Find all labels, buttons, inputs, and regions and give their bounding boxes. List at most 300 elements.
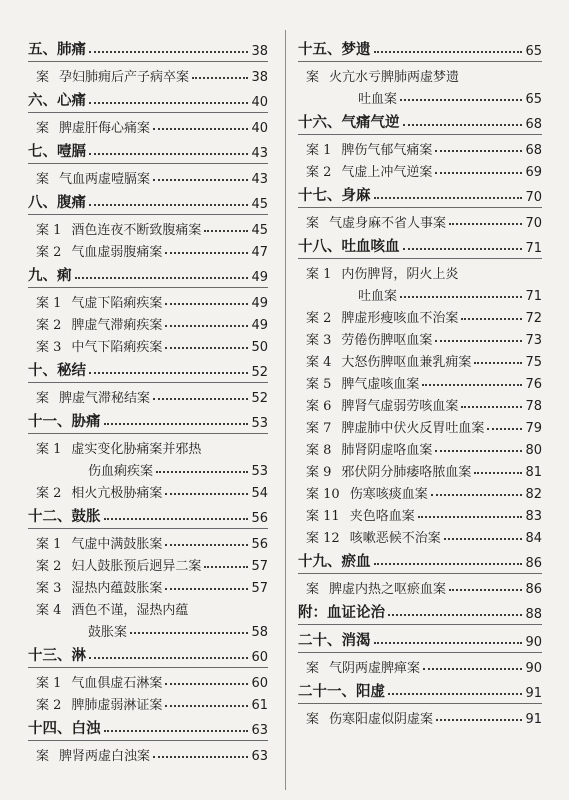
dot-leader	[104, 729, 249, 732]
toc-section	[298, 628, 542, 676]
dot-leader	[435, 449, 522, 452]
entry-title: 脾虚形瘦咳血不治案	[341, 311, 459, 326]
toc-section	[298, 679, 542, 727]
section-title: 十三、淋	[28, 647, 86, 664]
entry-page-number: 57	[251, 559, 268, 574]
entry-label	[306, 708, 433, 727]
entry-page-number: 73	[525, 333, 542, 348]
section-page-number: 63	[251, 723, 268, 738]
entry-title: 中气下陷痢疾案	[71, 340, 163, 355]
toc-entry[interactable]	[28, 742, 268, 764]
case-tag: 案	[36, 172, 50, 187]
entry-label	[306, 307, 458, 326]
toc-entry[interactable]	[28, 165, 268, 187]
entry-label	[36, 672, 162, 691]
toc-entry[interactable]	[28, 435, 268, 457]
dot-leader	[418, 515, 523, 518]
entry-label	[358, 88, 397, 107]
case-tag: 案 2	[36, 318, 62, 333]
entry-title: 酒色连夜不断致腹痛案	[71, 223, 202, 238]
dot-leader	[165, 251, 248, 254]
toc-entry[interactable]	[298, 136, 542, 158]
case-tag: 案 9	[306, 465, 332, 480]
case-tag: 案 7	[306, 421, 332, 436]
case-tag: 案	[306, 712, 320, 727]
toc-section	[28, 37, 268, 85]
entry-title: 脾肾两虚白浊案	[59, 749, 151, 764]
toc-section	[28, 409, 268, 501]
toc-entry[interactable]	[28, 457, 268, 479]
toc-entry[interactable]	[298, 348, 542, 370]
entry-label	[306, 461, 471, 480]
dot-leader	[89, 152, 248, 155]
toc-left-column	[28, 34, 268, 764]
section-rule	[28, 287, 268, 288]
case-tag: 案 10	[306, 487, 340, 502]
section-rule	[298, 134, 542, 135]
section-page-number: 90	[525, 635, 542, 650]
case-tag: 案 12	[306, 531, 340, 546]
section-page-number: 91	[525, 686, 542, 701]
section-rule	[28, 433, 268, 434]
entry-page-number: 82	[525, 487, 542, 502]
dot-leader	[104, 517, 249, 520]
entry-label	[36, 533, 162, 552]
entry-page-number: 43	[251, 172, 268, 187]
entry-label	[36, 599, 188, 618]
entry-title: 脾气虚咳血案	[341, 377, 420, 392]
entry-page-number: 61	[251, 698, 268, 713]
dot-leader	[431, 493, 523, 496]
section-title: 八、腹痛	[28, 194, 86, 211]
entry-title: 气血俱虚石淋案	[71, 676, 163, 691]
entry-title: 脾虚肺中伏火反胃吐血案	[341, 421, 485, 436]
toc-entry[interactable]	[28, 618, 268, 640]
toc-entry[interactable]	[298, 392, 542, 414]
toc-entry[interactable]	[298, 370, 542, 392]
section-heading[interactable]	[28, 190, 268, 212]
section-page-number: 38	[251, 44, 268, 59]
entry-title: 伤寒阳虚似阴虚案	[329, 712, 434, 727]
section-rule	[298, 703, 542, 704]
section-page-number: 65	[525, 44, 542, 59]
toc-entry[interactable]	[28, 63, 268, 85]
entry-page-number: 79	[525, 421, 542, 436]
section-page-number: 88	[525, 607, 542, 622]
toc-section	[298, 183, 542, 231]
entry-title: 大怒伤脾呕血兼乳痈案	[341, 355, 472, 370]
entry-title: 脾肾气虚弱劳咳血案	[341, 399, 459, 414]
toc-entry[interactable]	[298, 458, 542, 480]
entry-title: 气阴两虚脾瘅案	[329, 661, 421, 676]
entry-page-number: 53	[251, 464, 268, 479]
entry-label	[358, 285, 397, 304]
toc-entry[interactable]	[28, 574, 268, 596]
entry-label	[36, 219, 201, 238]
entry-title: 肺肾阴虚咯血案	[341, 443, 433, 458]
dot-leader	[403, 123, 523, 126]
entry-label	[36, 555, 201, 574]
toc-right-column	[298, 34, 542, 727]
entry-label	[306, 578, 446, 597]
section-rule	[28, 667, 268, 668]
section-heading[interactable]	[298, 628, 542, 650]
section-heading[interactable]	[28, 88, 268, 110]
toc-entry[interactable]	[298, 575, 542, 597]
case-tag: 案	[36, 391, 50, 406]
toc-entry[interactable]	[28, 114, 268, 136]
toc-entry[interactable]	[298, 480, 542, 502]
case-tag: 案	[36, 749, 50, 764]
case-tag: 案 1	[36, 676, 62, 691]
section-rule	[28, 112, 268, 113]
section-title: 七、噎膈	[28, 143, 86, 160]
case-tag: 案	[306, 661, 320, 676]
toc-entry[interactable]	[298, 260, 542, 282]
case-tag: 案	[36, 121, 50, 136]
entry-page-number: 71	[525, 289, 542, 304]
entry-label	[36, 577, 162, 596]
dot-leader	[153, 127, 248, 130]
section-rule	[28, 528, 268, 529]
section-heading[interactable]	[28, 716, 268, 738]
entry-title: 脾伤气郁气痛案	[341, 143, 433, 158]
dot-leader	[192, 76, 248, 79]
toc-section	[298, 600, 542, 625]
entry-page-number: 83	[525, 509, 542, 524]
toc-section	[298, 234, 542, 546]
entry-title: 酒色不谨，湿热内蕴	[71, 603, 189, 618]
toc-entry[interactable]	[28, 552, 268, 574]
dot-leader	[165, 543, 248, 546]
entry-page-number: 56	[251, 537, 268, 552]
case-tag: 案 5	[306, 377, 332, 392]
toc-entry[interactable]	[28, 289, 268, 311]
dot-leader	[374, 50, 523, 53]
section-page-number: 40	[251, 95, 268, 110]
toc-section	[28, 190, 268, 260]
dot-leader	[423, 667, 522, 670]
dot-leader	[165, 492, 248, 495]
entry-label	[306, 439, 432, 458]
toc-section	[28, 88, 268, 136]
dot-leader	[374, 196, 523, 199]
case-tag: 案 4	[36, 603, 62, 618]
section-heading[interactable]	[298, 600, 542, 622]
entry-label	[36, 66, 189, 85]
entry-title: 吐血案	[358, 289, 398, 304]
case-tag: 案 1	[36, 223, 62, 238]
entry-label	[306, 351, 471, 370]
entry-page-number: 50	[251, 340, 268, 355]
entry-label	[36, 241, 162, 260]
section-title: 九、痢	[28, 267, 72, 284]
section-heading[interactable]	[28, 643, 268, 665]
dot-leader	[165, 704, 248, 707]
case-tag: 案 2	[36, 559, 62, 574]
toc-entry[interactable]	[28, 238, 268, 260]
case-tag: 案 11	[306, 509, 340, 524]
toc-section	[28, 139, 268, 187]
entry-label	[306, 483, 428, 502]
section-heading[interactable]	[28, 139, 268, 161]
dot-leader	[153, 397, 248, 400]
toc-entry[interactable]	[298, 654, 542, 676]
entry-page-number: 81	[525, 465, 542, 480]
case-tag: 案 2	[36, 698, 62, 713]
toc-entry[interactable]	[298, 414, 542, 436]
entry-title: 气虚身麻不省人事案	[329, 216, 447, 231]
entry-label	[306, 417, 484, 436]
toc-section	[28, 358, 268, 406]
section-heading[interactable]	[28, 263, 268, 285]
entry-label	[36, 336, 162, 355]
section-page-number: 45	[251, 197, 268, 212]
entry-page-number: 38	[251, 70, 268, 85]
dot-leader	[89, 371, 248, 374]
dot-leader	[388, 613, 522, 616]
section-rule	[298, 207, 542, 208]
dot-leader	[165, 302, 248, 305]
entry-label	[306, 395, 458, 414]
section-heading[interactable]	[298, 234, 542, 256]
entry-label	[306, 161, 432, 180]
toc-entry[interactable]	[28, 216, 268, 238]
entry-title: 鼓胀案	[88, 625, 128, 640]
case-tag: 案 2	[36, 245, 62, 260]
entry-page-number: 80	[525, 443, 542, 458]
toc-entry[interactable]	[298, 436, 542, 458]
toc-entry[interactable]	[28, 669, 268, 691]
case-tag: 案 8	[306, 443, 332, 458]
dot-leader	[487, 427, 522, 430]
section-heading[interactable]	[28, 37, 268, 59]
dot-leader	[156, 470, 248, 473]
section-heading[interactable]	[298, 549, 542, 571]
entry-page-number: 60	[251, 676, 268, 691]
dot-leader	[444, 537, 523, 540]
entry-label	[306, 373, 419, 392]
dot-leader	[403, 247, 523, 250]
toc-entry[interactable]	[28, 479, 268, 501]
entry-label	[36, 438, 201, 457]
entry-title: 气血虚弱腹痛案	[71, 245, 163, 260]
case-tag: 案 1	[36, 442, 62, 457]
section-title: 二十、消渴	[298, 632, 371, 649]
section-page-number: 56	[251, 511, 268, 526]
entry-page-number: 47	[251, 245, 268, 260]
toc-entry[interactable]	[28, 311, 268, 333]
entry-page-number: 40	[251, 121, 268, 136]
section-heading[interactable]	[28, 409, 268, 431]
section-page-number: 86	[525, 556, 542, 571]
dot-leader	[435, 339, 522, 342]
entry-label	[36, 292, 162, 311]
section-heading[interactable]	[298, 37, 542, 59]
dot-leader	[130, 631, 248, 634]
section-page-number: 68	[525, 117, 542, 132]
dot-leader	[75, 276, 249, 279]
entry-page-number: 78	[525, 399, 542, 414]
toc-entry[interactable]	[28, 384, 268, 406]
dot-leader	[165, 587, 248, 590]
dot-leader	[436, 718, 522, 721]
toc-entry[interactable]	[298, 158, 542, 180]
entry-page-number: 58	[251, 625, 268, 640]
entry-title: 脾虚内热之呕瘀血案	[329, 582, 447, 597]
toc-entry[interactable]	[298, 304, 542, 326]
section-page-number: 43	[251, 146, 268, 161]
entry-title: 伤血痢疾案	[88, 464, 154, 479]
entry-title: 邪伏阴分肺痿咯脓血案	[341, 465, 472, 480]
case-tag: 案	[306, 582, 320, 597]
section-rule	[28, 61, 268, 62]
entry-page-number: 57	[251, 581, 268, 596]
section-heading[interactable]	[28, 504, 268, 526]
case-tag: 案 1	[36, 296, 62, 311]
toc-entry[interactable]	[298, 209, 542, 231]
dot-leader	[435, 149, 522, 152]
entry-label	[306, 263, 458, 282]
dot-leader	[153, 178, 248, 181]
entry-label	[306, 212, 446, 231]
dot-leader	[461, 317, 522, 320]
section-page-number: 53	[251, 416, 268, 431]
entry-label	[306, 657, 420, 676]
entry-title: 气虚上冲气逆案	[341, 165, 433, 180]
entry-page-number: 49	[251, 318, 268, 333]
section-heading[interactable]	[28, 358, 268, 380]
section-page-number: 71	[525, 241, 542, 256]
section-title: 十四、白浊	[28, 720, 101, 737]
entry-page-number: 91	[525, 712, 542, 727]
case-tag: 案 3	[306, 333, 332, 348]
section-title: 五、肺痛	[28, 41, 86, 58]
toc-section	[298, 110, 542, 180]
toc-section	[28, 263, 268, 355]
entry-title: 内伤脾肾，阴火上炎	[341, 267, 459, 282]
case-tag: 案 3	[36, 581, 62, 596]
dot-leader	[474, 361, 522, 364]
toc-section	[28, 504, 268, 640]
dot-leader	[89, 50, 248, 53]
entry-page-number: 75	[525, 355, 542, 370]
toc-entry[interactable]	[298, 326, 542, 348]
section-rule	[298, 573, 542, 574]
case-tag: 案 2	[36, 486, 62, 501]
column-divider	[285, 30, 286, 790]
toc-entry[interactable]	[298, 63, 542, 85]
dot-leader	[461, 405, 522, 408]
entry-page-number: 52	[251, 391, 268, 406]
section-page-number: 49	[251, 270, 268, 285]
section-rule	[298, 258, 542, 259]
section-heading[interactable]	[298, 110, 542, 132]
entry-title: 虚实变化胁痛案并邪热	[71, 442, 202, 457]
toc-entry[interactable]	[298, 85, 542, 107]
toc-entry[interactable]	[298, 502, 542, 524]
section-title: 十一、胁痛	[28, 413, 101, 430]
dot-leader	[204, 229, 248, 232]
dot-leader	[204, 565, 248, 568]
section-rule	[298, 61, 542, 62]
toc-entry[interactable]	[298, 524, 542, 546]
case-tag: 案 6	[306, 399, 332, 414]
dot-leader	[422, 383, 522, 386]
entry-title: 伤寒咳痰血案	[349, 487, 428, 502]
case-tag: 案 1	[306, 143, 332, 158]
entry-label	[36, 482, 162, 501]
section-heading[interactable]	[298, 183, 542, 205]
dot-leader	[89, 101, 248, 104]
section-title: 十、秘结	[28, 362, 86, 379]
entry-title: 吐血案	[358, 92, 398, 107]
entry-label	[36, 745, 150, 764]
entry-title: 火亢水亏脾肺两虚梦遗	[329, 70, 460, 85]
section-rule	[28, 740, 268, 741]
toc-entry[interactable]	[28, 596, 268, 618]
entry-page-number: 63	[251, 749, 268, 764]
dot-leader	[165, 682, 248, 685]
case-tag: 案 1	[36, 537, 62, 552]
section-title: 十五、梦遗	[298, 41, 371, 58]
dot-leader	[153, 755, 248, 758]
entry-label	[36, 387, 150, 406]
toc-entry[interactable]	[28, 530, 268, 552]
toc-section	[28, 716, 268, 764]
entry-label	[88, 460, 153, 479]
section-title: 十七、身麻	[298, 187, 371, 204]
case-tag: 案	[36, 70, 50, 85]
dot-leader	[400, 98, 522, 101]
toc-section	[298, 37, 542, 107]
section-page-number: 52	[251, 365, 268, 380]
case-tag: 案 4	[306, 355, 332, 370]
case-tag: 案 1	[306, 267, 332, 282]
section-title: 六、心痛	[28, 92, 86, 109]
dot-leader	[435, 171, 522, 174]
section-rule	[298, 624, 542, 625]
toc-entry[interactable]	[298, 705, 542, 727]
entry-page-number: 68	[525, 143, 542, 158]
section-title: 十八、吐血咳血	[298, 238, 400, 255]
section-title: 附：血证论治	[298, 604, 385, 621]
entry-label	[306, 527, 441, 546]
toc-entry[interactable]	[28, 691, 268, 713]
toc-entry[interactable]	[28, 333, 268, 355]
entry-title: 脾肺虚弱淋证案	[71, 698, 163, 713]
dot-leader	[89, 203, 248, 206]
entry-label	[306, 139, 432, 158]
entry-title: 咳嗽恶候不治案	[349, 531, 441, 546]
entry-page-number: 86	[525, 582, 542, 597]
section-title: 二十一、阳虚	[298, 683, 385, 700]
toc-section	[298, 549, 542, 597]
toc-section	[28, 643, 268, 713]
entry-label	[306, 329, 432, 348]
entry-label	[36, 314, 162, 333]
entry-title: 脾虚气滞秘结案	[59, 391, 151, 406]
entry-page-number: 69	[525, 165, 542, 180]
entry-title: 气血两虚噎膈案	[59, 172, 151, 187]
entry-page-number: 45	[251, 223, 268, 238]
entry-label	[36, 168, 150, 187]
entry-title: 湿热内蕴鼓胀案	[71, 581, 163, 596]
entry-title: 孕妇肺痈后产子病卒案	[59, 70, 190, 85]
section-heading[interactable]	[298, 679, 542, 701]
dot-leader	[449, 588, 522, 591]
toc-entry[interactable]	[298, 282, 542, 304]
